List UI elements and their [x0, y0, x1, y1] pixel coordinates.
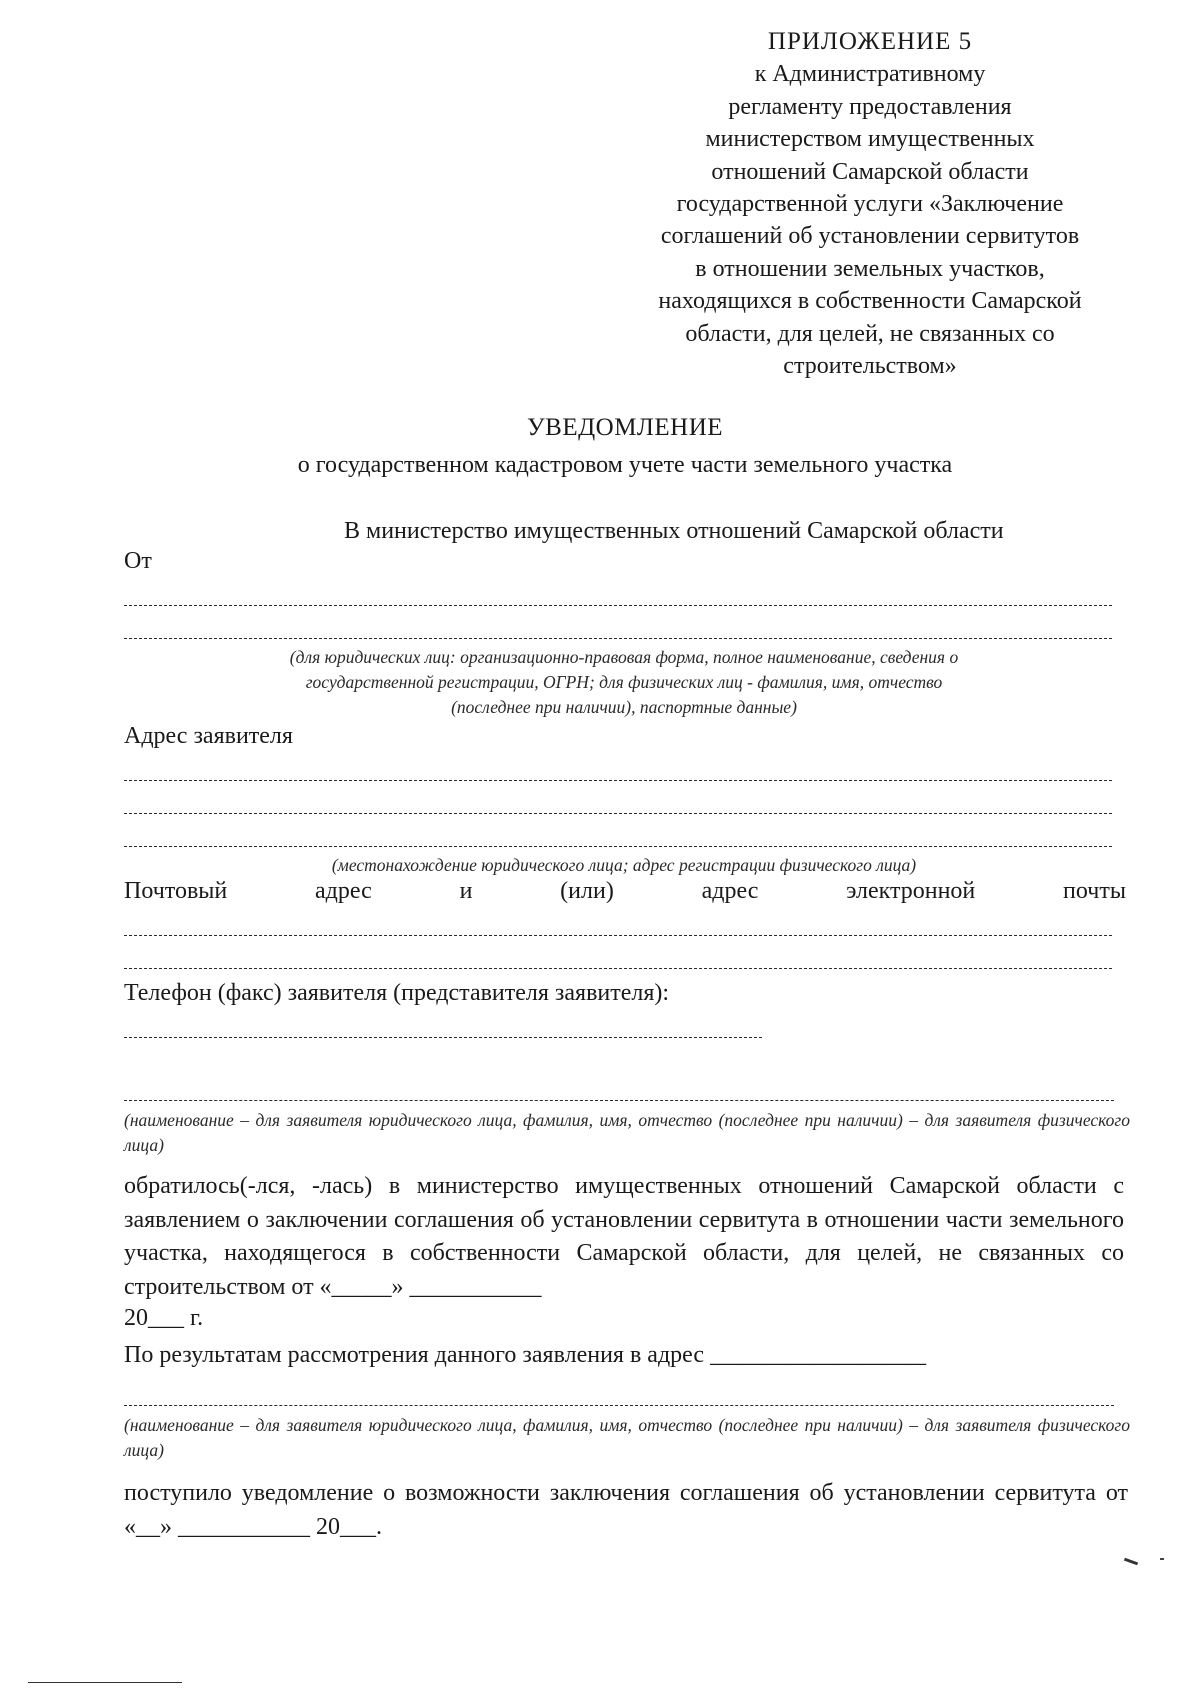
- postal-label-word: Почтовый: [124, 878, 228, 904]
- from-line-1[interactable]: [124, 605, 1112, 606]
- postal-label: [124, 878, 1126, 905]
- appendix-line: государственной услуги «Заключение: [676, 191, 1064, 218]
- document-title: УВЕДОМЛЕНИЕ: [526, 414, 724, 441]
- address-line-3[interactable]: [124, 846, 1112, 847]
- applicant-hint: [124, 645, 1124, 720]
- appendix-line: министерством имущественных: [705, 126, 1035, 153]
- addressee: В министерство имущественных отношений Самарской области: [344, 518, 1004, 544]
- appendix-line: находящихся в собственности Самарской: [658, 288, 1082, 315]
- postal-label-word: адрес: [315, 878, 372, 904]
- postal-line-1[interactable]: [124, 935, 1112, 936]
- address-line-2[interactable]: [124, 813, 1112, 814]
- paragraph-2: По результатам рассмотрения данного заявления в адрес __________________: [124, 1342, 927, 1368]
- scan-mark: [1160, 1558, 1164, 1560]
- paragraph-1-year: 20___ г.: [124, 1305, 204, 1331]
- address-line-1[interactable]: [124, 780, 1112, 781]
- applicant-hint-line: государственной регистрации, ОГРН; для физических лиц - фамилия, имя, отчество: [305, 672, 943, 692]
- appendix-line: строительством»: [783, 353, 957, 380]
- applicant-hint-line: (последнее при наличии), паспортные данные): [451, 697, 797, 717]
- appendix-line: в отношении земельных участков,: [695, 255, 1045, 282]
- from-line-2[interactable]: [124, 638, 1112, 639]
- phone-line[interactable]: [124, 1037, 762, 1038]
- address-hint: (местонахождение юридического лица; адрес регистрации физического лица): [331, 855, 917, 875]
- footnote-rule: [28, 1682, 182, 1683]
- document-subtitle: о государственном кадастровом учете части земельного участка: [297, 452, 953, 478]
- appendix-line: к Административному: [754, 61, 986, 88]
- postal-label-word: адрес: [701, 878, 759, 904]
- appendix-block: [600, 26, 1140, 382]
- applicant-hint-line: (для юридических лиц: организационно-правовая форма, полное наименование, сведения о: [289, 647, 959, 667]
- postal-label-word: и: [459, 878, 473, 904]
- paragraph-1: обратилось(-лся, -лась) в министерство имущественных отношений Самарской области с заявлением о заключении соглашения об установлении сервитута в отношении части земельного участка, находящегося в собственности Самарской области, для целей, не связанных со строительством от «_____» ___________: [124, 1173, 1124, 1300]
- phone-label: Телефон (факс) заявителя (представителя заявителя):: [124, 980, 670, 1006]
- postal-label-word: почты: [1063, 878, 1126, 904]
- name-hint-2: (наименование – для заявителя юридического лица, фамилия, имя, отчество (последнее при наличии) – для заявителя физического лица): [124, 1415, 1130, 1460]
- paragraph-3: поступило уведомление о возможности заключения соглашения об установлении сервитута от «__» ___________ 20___.: [124, 1480, 1128, 1540]
- appendix-line: области, для целей, не связанных со: [685, 320, 1055, 347]
- address-label: Адрес заявителя: [124, 723, 293, 749]
- postal-label-word: электронной: [846, 878, 976, 904]
- scan-mark: [1124, 1558, 1138, 1566]
- postal-line-2[interactable]: [124, 968, 1112, 969]
- postal-label-word: (или): [560, 878, 614, 904]
- applicant-name-line-1[interactable]: [124, 1100, 1114, 1101]
- from-label: От: [124, 548, 152, 574]
- appendix-line: соглашений об установлении сервитутов: [660, 223, 1080, 250]
- appendix-line: регламенту предоставления: [728, 93, 1012, 120]
- appendix-heading: ПРИЛОЖЕНИЕ 5: [767, 28, 973, 55]
- applicant-name-line-2[interactable]: [124, 1405, 1114, 1406]
- name-hint-1: (наименование – для заявителя юридического лица, фамилия, имя, отчество (последнее при наличии) – для заявителя физического лица): [124, 1110, 1130, 1155]
- appendix-line: отношений Самарской области: [711, 158, 1029, 185]
